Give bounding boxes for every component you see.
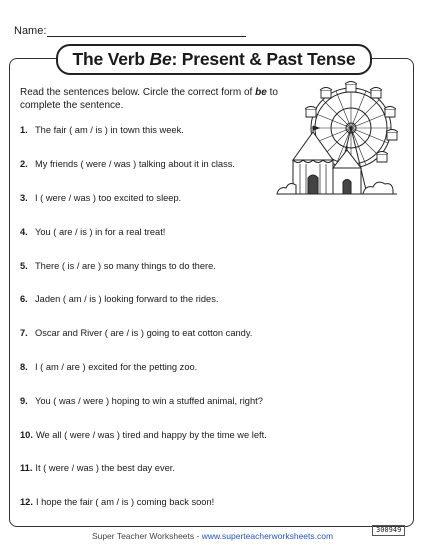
sentence-number: 3.: [20, 193, 28, 203]
sentence-number: 6.: [20, 294, 28, 304]
sentence-5: [20, 261, 216, 271]
sentence-number: 7.: [20, 328, 28, 338]
name-row: [14, 25, 46, 37]
title-emph: Be: [149, 49, 172, 69]
sentence-number: 2.: [20, 159, 28, 169]
sentence-6: [20, 294, 218, 304]
instructions-part2: to complete the sentence.: [20, 87, 278, 111]
sentence-10: [20, 430, 267, 440]
instructions: [20, 86, 280, 112]
sentence-text: There ( is / are ) so many things to do there.: [35, 261, 216, 271]
sentence-text: You ( was / were ) hoping to win a stuffed animal, right?: [35, 396, 263, 406]
sentence-number: 5.: [20, 261, 28, 271]
sentence-text: I ( am / are ) excited for the petting zoo.: [35, 362, 198, 372]
title-suffix: : Present & Past Tense: [171, 49, 356, 69]
sentence-9: [20, 396, 263, 406]
sentence-4: [20, 227, 165, 237]
worksheet-code: 300949: [372, 525, 405, 536]
name-line: [47, 36, 246, 37]
sentence-8: [20, 362, 197, 372]
sentence-text: We all ( were / was ) tired and happy by the time we left.: [35, 430, 267, 440]
title-prefix: The Verb: [72, 49, 145, 69]
instructions-part1: Read the sentences below. Circle the correct form of: [20, 87, 256, 98]
footer-separator: -: [194, 531, 202, 541]
sentence-number: 9.: [20, 396, 28, 406]
name-label: Name:: [14, 25, 47, 37]
sentence-text: I hope the fair ( am / is ) coming back soon!: [35, 497, 215, 507]
sentence-1: [20, 125, 184, 135]
sentence-3: [20, 193, 181, 203]
sentence-7: [20, 328, 252, 338]
sentence-text: The fair ( am / is ) in town this week.: [35, 125, 184, 135]
sentence-number: 11.: [20, 463, 33, 473]
footer-url[interactable]: www.superteacherworksheets.com: [201, 531, 334, 541]
sentence-text: You ( are / is ) in for a real treat!: [35, 227, 166, 237]
instructions-bold: be: [255, 87, 267, 98]
page-title: [56, 44, 372, 75]
sentence-text: I ( were / was ) too excited to sleep.: [35, 193, 182, 203]
sentence-number: 8.: [20, 362, 28, 372]
sentence-number: 4.: [20, 227, 28, 237]
sentence-11: [20, 463, 175, 473]
sentence-number: 12.: [20, 497, 33, 507]
sentence-text: My friends ( were / was ) talking about it in class.: [35, 159, 235, 169]
sentence-text: It ( were / was ) the best day ever.: [35, 463, 175, 473]
sentence-text: Jaden ( am / is ) looking forward to the rides.: [35, 294, 219, 304]
ferris-wheel-and-tent-icon: [275, 76, 400, 201]
footer-brand: Super Teacher Worksheets: [91, 531, 195, 541]
sentence-2: [20, 159, 235, 169]
sentence-number: 1.: [20, 125, 28, 135]
sentence-text: Oscar and River ( are / is ) going to eat cotton candy.: [35, 328, 253, 338]
sentence-12: [20, 497, 214, 507]
footer: [0, 531, 425, 541]
sentence-number: 10.: [20, 430, 33, 440]
